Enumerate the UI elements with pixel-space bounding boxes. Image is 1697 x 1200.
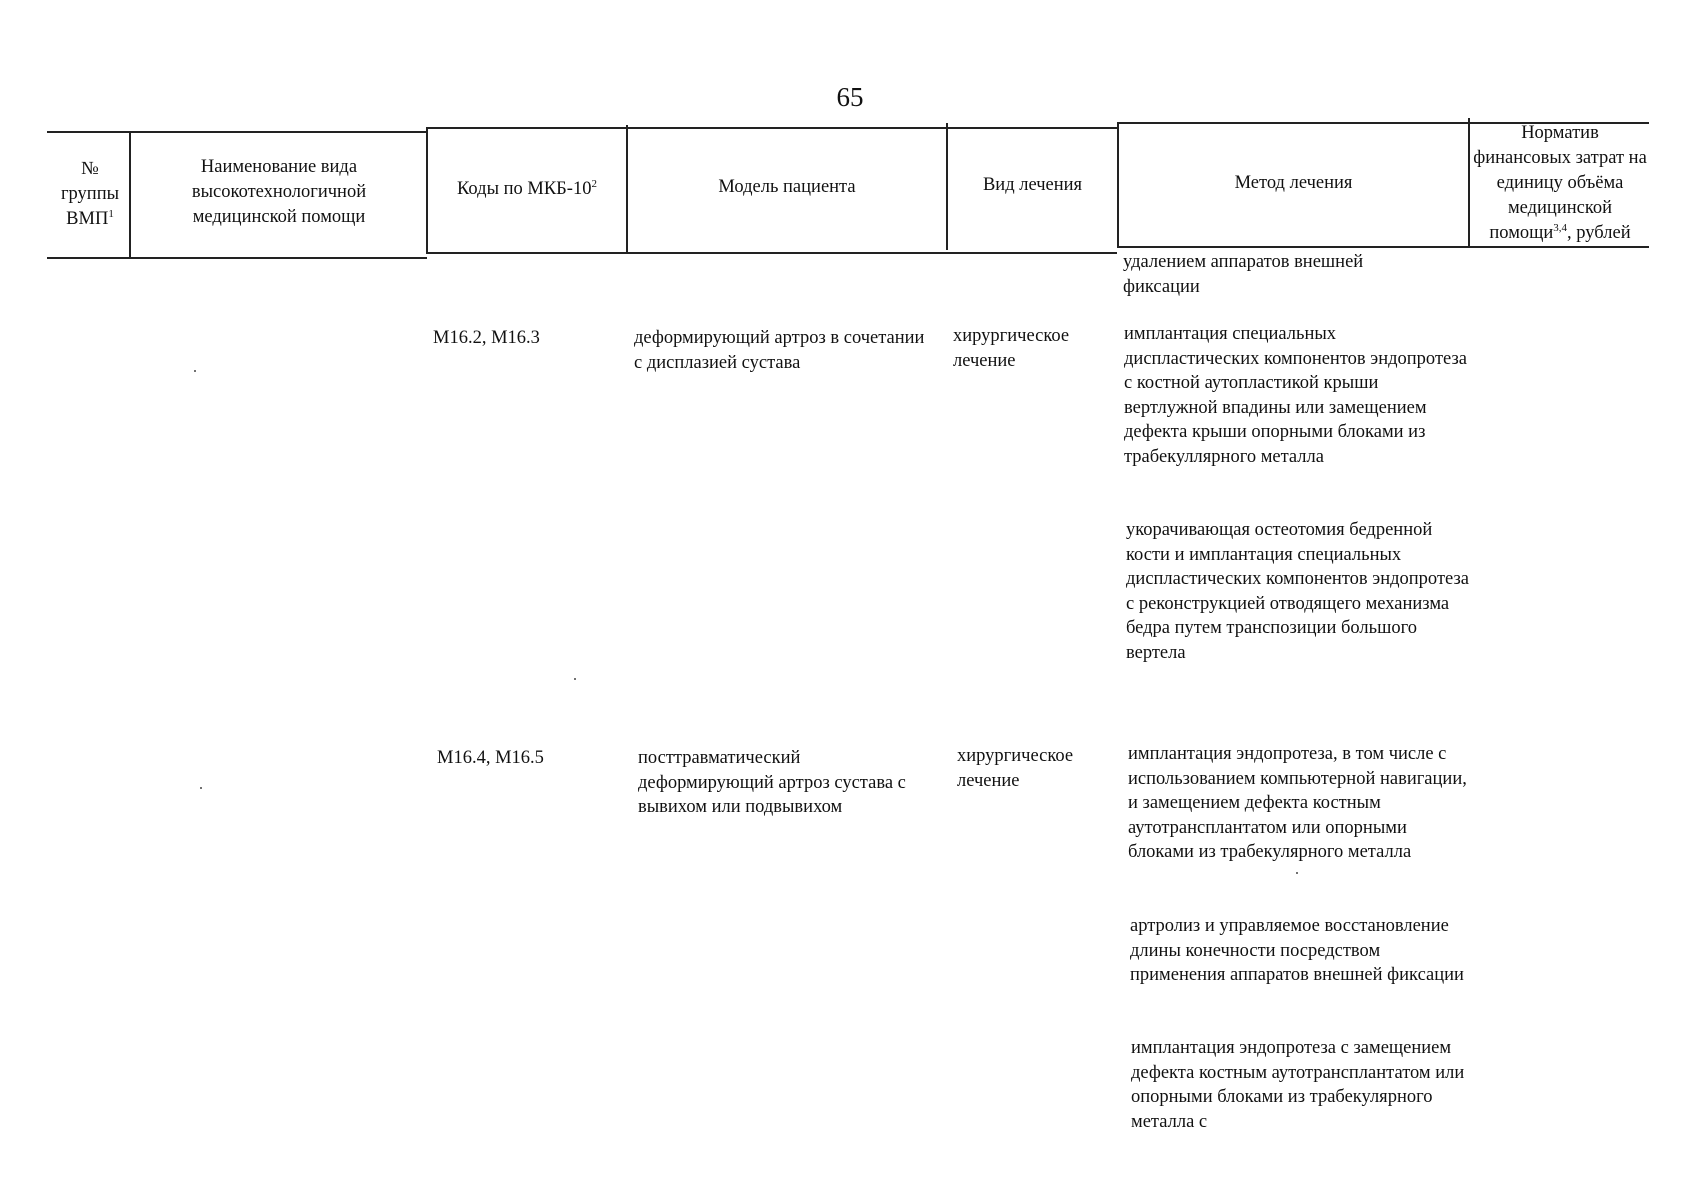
row-2-method-2: артролиз и управляемое восстановление длины конечности посредством применения аппаратов внешней фиксации: [1130, 916, 1464, 985]
header-divider-2: [426, 127, 428, 254]
row-1-icd-codes: M16.2, M16.3: [433, 328, 540, 348]
header-divider-4: [946, 123, 948, 250]
header-group-number-text: № группы ВМП: [60, 158, 120, 229]
header-bottom-rule-left: [47, 257, 427, 259]
header-icd-codes-text: Коды по МКБ-10: [457, 178, 592, 199]
header-icd-codes: [430, 130, 624, 248]
header-divider-5: [1117, 122, 1119, 248]
scan-speck: [1296, 872, 1298, 874]
row-1-patient-model: деформирующий артроз в сочетании с дисплазией сустава: [634, 328, 925, 373]
header-bottom-rule-mid: [427, 252, 1117, 254]
row-1-method-2: укорачивающая остеотомия бедренной кости и имплантация специальных диспластических компонентов эндопротеза с реконструкцией отводящего механизма бедра путем транспозиции большого вертела: [1126, 520, 1469, 663]
header-care-type-name: Наименование вида высокотехнологичной медицинской помощи: [191, 156, 367, 227]
header-cost-suffix: , рублей: [1567, 222, 1631, 243]
header-cost-text: Норматив финансовых затрат на единицу объёма медицинской помощи: [1473, 122, 1647, 243]
header-divider-3: [626, 125, 628, 252]
header-divider-1: [129, 131, 131, 258]
page-number: 65: [836, 82, 864, 112]
header-patient-model: Модель пациента: [718, 176, 856, 197]
header-bottom-rule-right: [1117, 246, 1649, 248]
row-1-treatment-type: хирургическое лечение: [953, 326, 1070, 371]
row-2-icd-codes: M16.4, M16.5: [437, 748, 544, 768]
row-2-treatment-type: хирургическое лечение: [957, 746, 1074, 791]
row-1-method-1: имплантация специальных диспластических компонентов эндопротеза с костной аутопластикой крыши вертлужной впадины или замещением дефекта крыши опорными блоками из трабекуллярного металла: [1124, 324, 1467, 467]
continuation-method: удалением аппаратов внешней фиксации: [1123, 252, 1364, 297]
header-treatment-type: Вид лечения: [982, 174, 1083, 195]
header-cost-footnote: 3,4: [1553, 221, 1568, 234]
header-icd-codes-footnote: 2: [591, 177, 597, 190]
scan-speck: [574, 678, 576, 680]
header-group-number: [52, 135, 128, 253]
header-group-number-footnote: 1: [108, 207, 114, 220]
row-2-method-1: имплантация эндопротеза, в том числе с использованием компьютерной навигации, и замещением дефекта костным аутотрансплантатом или опорными блоками из трабекулярного металла: [1128, 744, 1467, 862]
header-divider-6: [1468, 118, 1470, 247]
header-treatment-method: Метод лечения: [1234, 172, 1353, 193]
row-2-patient-model: посттравматический деформирующий артроз сустава с вывихом или подвывихом: [638, 748, 906, 817]
row-2-method-3: имплантация эндопротеза с замещением дефекта костным аутотрансплантатом или опорными блоками из трабекулярного металла с: [1131, 1038, 1465, 1132]
header-cost-standard: [1471, 120, 1649, 246]
scan-speck: [200, 787, 202, 789]
scan-speck: [194, 370, 196, 372]
